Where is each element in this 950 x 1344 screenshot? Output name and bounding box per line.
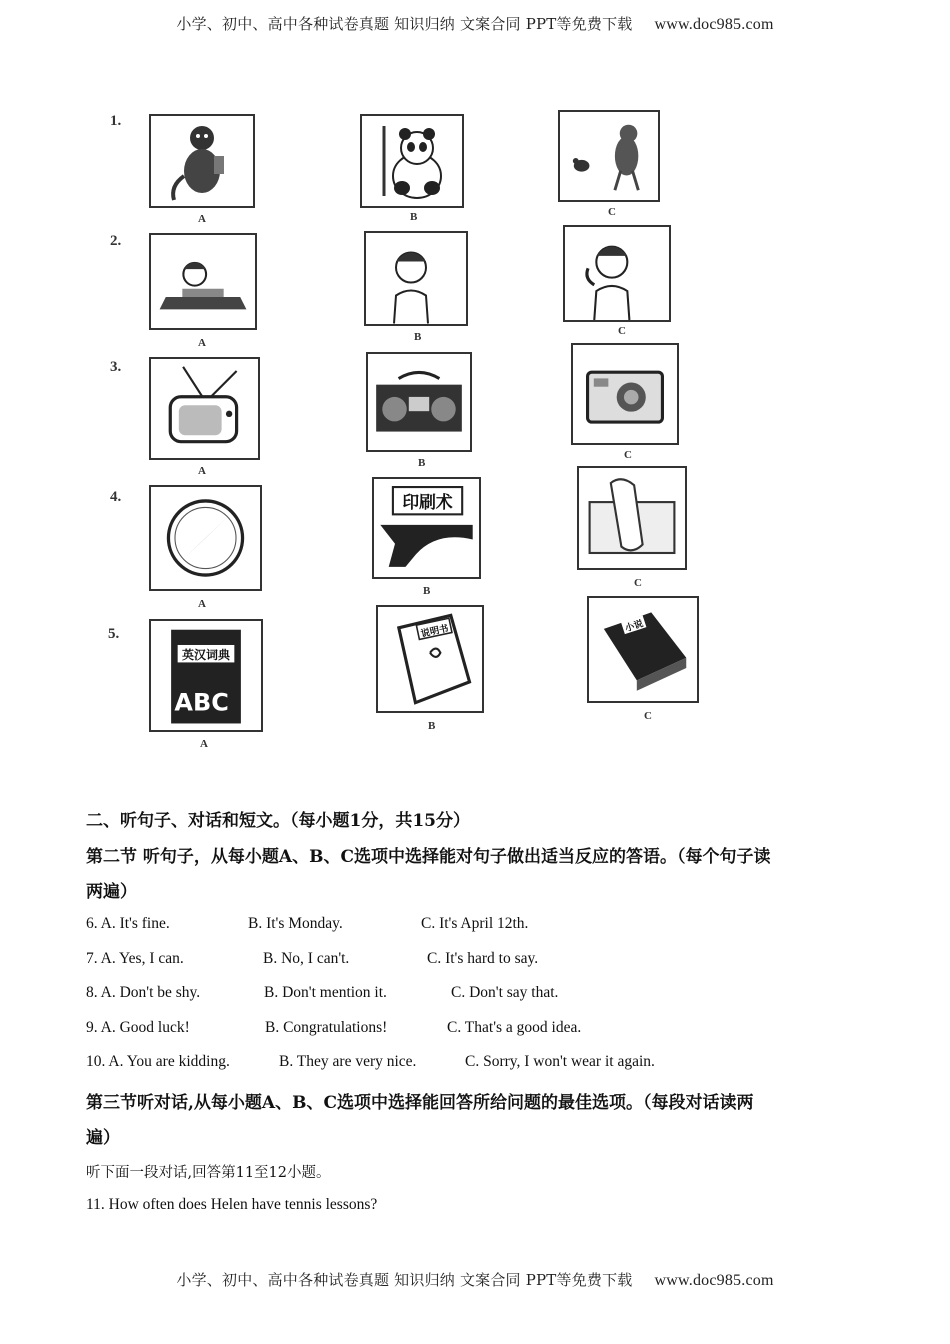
option-letter: C xyxy=(624,449,632,461)
boy-standing-icon xyxy=(364,231,468,326)
page-footer xyxy=(0,1269,950,1290)
novel-label: 小说 xyxy=(623,618,645,635)
question-number: 3. xyxy=(110,359,122,375)
option-c: C. Don't say that. xyxy=(451,984,559,1001)
option-a: 8. A. Don't be shy. xyxy=(86,984,201,1001)
question-number: 4. xyxy=(110,489,122,505)
manual-label: 说明书 xyxy=(419,623,450,640)
part-2-title-cont: 两遍） xyxy=(86,882,137,902)
dictionary-label: 英汉词典 xyxy=(182,648,230,663)
option-c: C. It's April 12th. xyxy=(421,915,529,932)
option-b: B. Congratulations! xyxy=(265,1019,388,1036)
footer-text: 小学、初中、高中各种试卷真题 知识归纳 文案合同 PPT等免费下载 xyxy=(176,1271,633,1289)
section-2-title: 二、听句子、对话和短文。（每小题1分，共15分） xyxy=(86,811,470,831)
question-11: 11. How often does Helen have tennis lessons? xyxy=(86,1196,378,1213)
dictionary-icon xyxy=(149,619,263,732)
part-3-title-cont: 遍） xyxy=(86,1128,120,1148)
option-c: C. It's hard to say. xyxy=(427,950,539,967)
radio-icon xyxy=(366,352,472,452)
cat-mouse-icon xyxy=(558,110,660,202)
option-letter: A xyxy=(198,337,206,349)
television-icon xyxy=(149,357,260,460)
option-letter: C xyxy=(634,577,642,589)
footer-site[interactable]: www.doc985.com xyxy=(654,1272,774,1289)
option-c: C. Sorry, I won't wear it again. xyxy=(465,1053,655,1070)
option-letter: C xyxy=(644,710,652,722)
printing-label: 印刷术 xyxy=(402,492,453,513)
option-a: 7. A. Yes, I can. xyxy=(86,950,184,967)
header-text: 小学、初中、高中各种试卷真题 知识归纳 文案合同 PPT等免费下载 xyxy=(176,15,633,33)
boy-reading-icon xyxy=(149,233,257,330)
option-letter: A xyxy=(198,213,206,225)
camera-icon xyxy=(571,343,679,445)
question-number: 2. xyxy=(110,233,122,249)
page-header xyxy=(0,13,950,34)
option-a: 6. A. It's fine. xyxy=(86,915,170,932)
option-letter: A xyxy=(200,738,208,750)
dictionary-abc-label: ABC xyxy=(174,688,229,717)
option-letter: A xyxy=(198,465,206,477)
printing-icon xyxy=(372,477,481,579)
header-site[interactable]: www.doc985.com xyxy=(654,16,774,33)
option-letter: B xyxy=(414,331,422,343)
option-a: 9. A. Good luck! xyxy=(86,1019,190,1036)
option-letter: B xyxy=(410,211,418,223)
boy-tired-icon xyxy=(563,225,671,322)
part-2-title: 第二节 听句子，从每小题A、B、C选项中选择能对句子做出适当反应的答语。（每个句子读 xyxy=(86,847,771,867)
panda-icon xyxy=(360,114,464,208)
part-3-title: 第三节听对话,从每小题A、B、C选项中选择能回答所给问题的最佳选项。（每段对话读两 xyxy=(86,1093,754,1113)
option-letter: B xyxy=(428,720,436,732)
paper-scroll-icon xyxy=(577,466,687,570)
novel-icon xyxy=(587,596,699,703)
manual-icon xyxy=(376,605,484,713)
option-letter: B xyxy=(418,457,426,469)
option-letter: C xyxy=(608,206,616,218)
option-letter: A xyxy=(198,598,206,610)
option-letter: C xyxy=(618,325,626,337)
option-b: B. No, I can't. xyxy=(263,950,350,967)
question-number: 5. xyxy=(108,626,120,642)
option-b: B. They are very nice. xyxy=(279,1053,417,1070)
monkey-icon xyxy=(149,114,255,208)
instruction-text: 听下面一段对话,回答第11至12小题。 xyxy=(86,1165,331,1181)
option-b: B. It's Monday. xyxy=(248,915,343,932)
option-letter: B xyxy=(423,585,431,597)
option-b: B. Don't mention it. xyxy=(264,984,387,1001)
option-a: 10. A. You are kidding. xyxy=(86,1053,230,1070)
option-c: C. That's a good idea. xyxy=(447,1019,582,1036)
question-number: 1. xyxy=(110,113,122,129)
compass-icon xyxy=(149,485,262,591)
